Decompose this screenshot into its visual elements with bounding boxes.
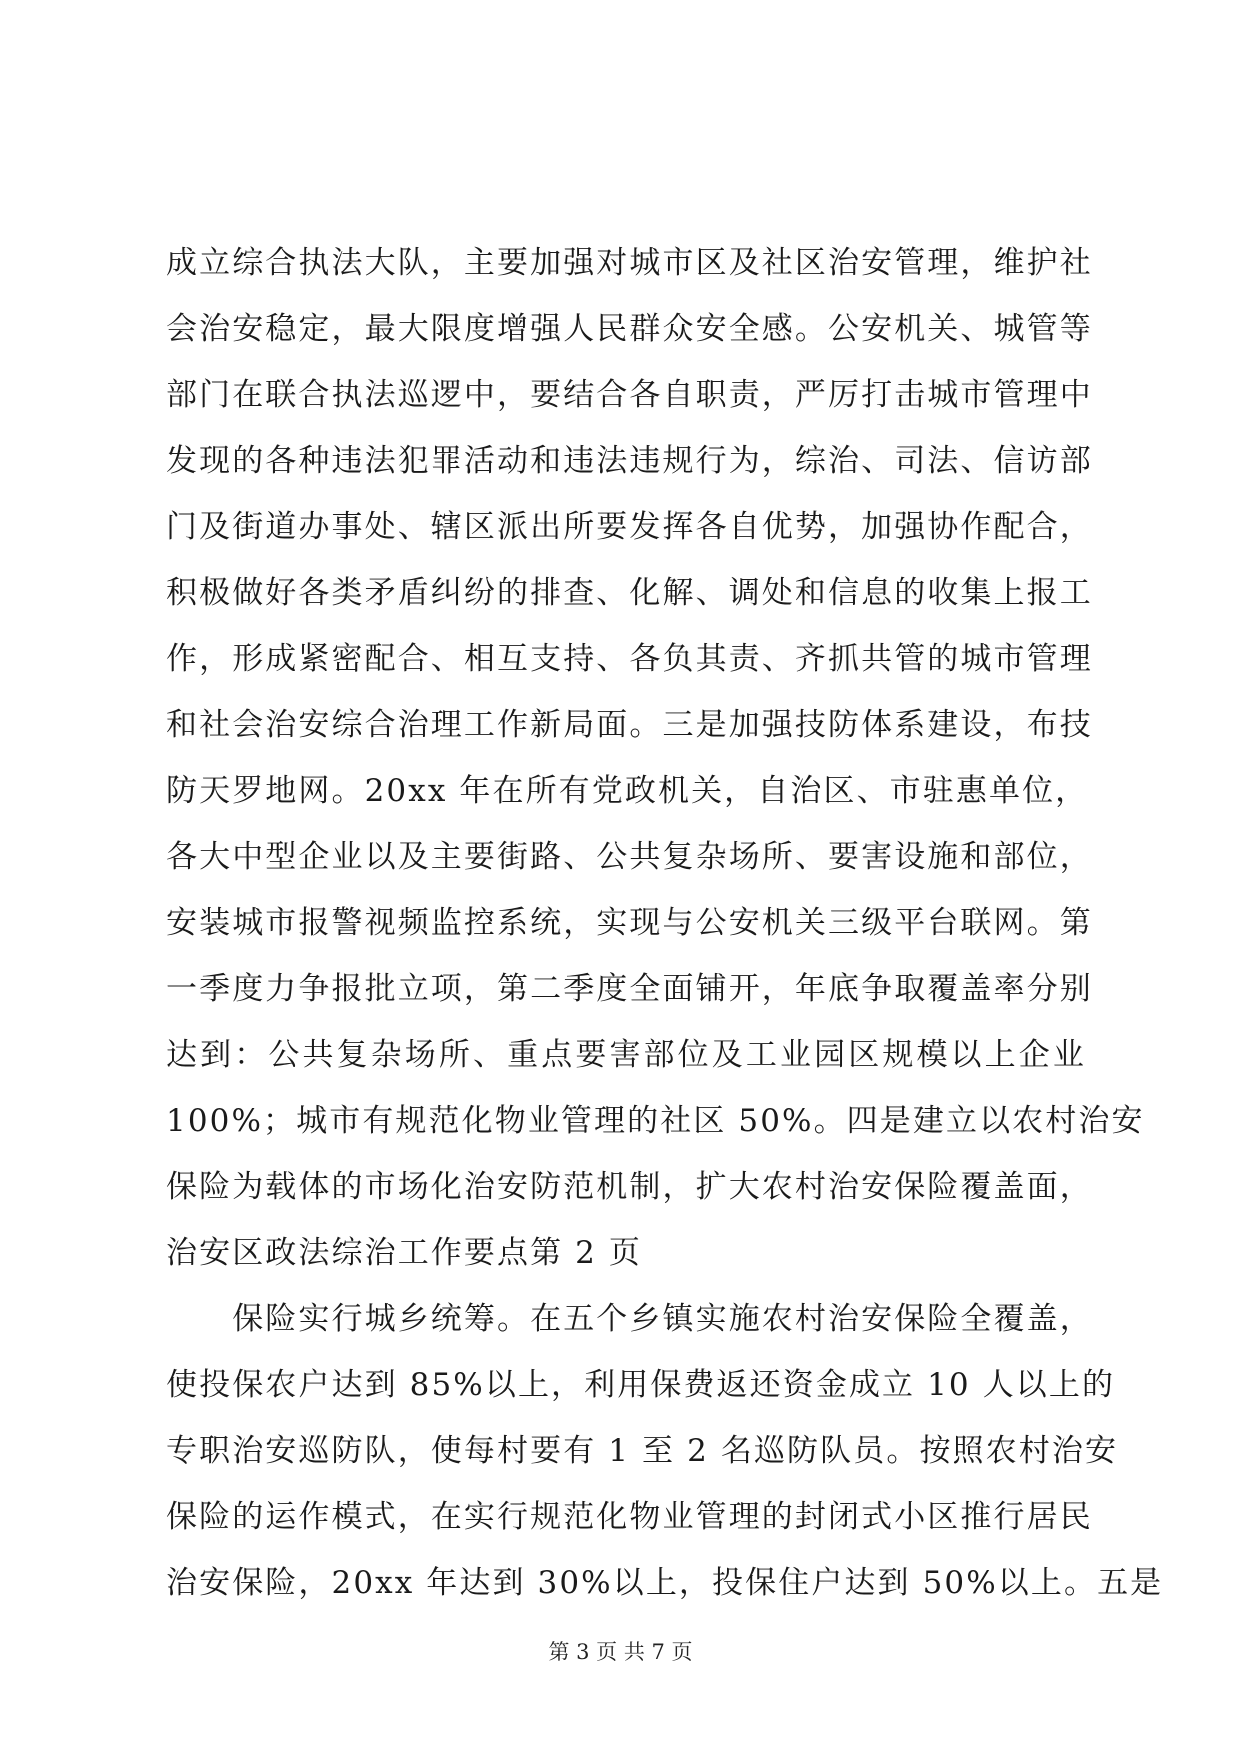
text-line: 使投保农户达到 85%以上，利用保费返还资金成立 10 人以上的	[166, 1367, 1116, 1403]
text-line: 专职治安巡防队，使每村要有 1 至 2 名巡防队员。按照农村治安	[166, 1433, 1119, 1469]
text-line: 成立综合执法大队，主要加强对城市区及社区治安管理，维护社	[166, 245, 1093, 281]
text-line: 一季度力争报批立项，第二季度全面铺开，年底争取覆盖率分别	[166, 971, 1093, 1007]
text-line: 治安保险，20xx 年达到 30%以上，投保住户达到 50%以上。五是	[166, 1565, 1164, 1601]
text-line: 保险的运作模式，在实行规范化物业管理的封闭式小区推行居民	[166, 1499, 1093, 1535]
text-line: 各大中型企业以及主要街路、公共复杂场所、要害设施和部位，	[166, 839, 1093, 875]
text-line: 门及街道办事处、辖区派出所要发挥各自优势，加强协作配合，	[166, 509, 1093, 545]
text-line: 和社会治安综合治理工作新局面。三是加强技防体系建设，布技	[166, 707, 1093, 743]
text-line: 保险实行城乡统筹。在五个乡镇实施农村治安保险全覆盖，	[166, 1301, 1093, 1337]
text-line: 保险为载体的市场化治安防范机制，扩大农村治安保险覆盖面，	[166, 1169, 1093, 1205]
text-line: 会治安稳定，最大限度增强人民群众安全感。公安机关、城管等	[166, 311, 1093, 347]
text-line: 防天罗地网。20xx 年在所有党政机关，自治区、市驻惠单位，	[166, 773, 1089, 809]
text-line: 治安区政法综治工作要点第 2 页	[166, 1235, 643, 1271]
text-line: 积极做好各类矛盾纠纷的排查、化解、调处和信息的收集上报工	[166, 575, 1093, 611]
text-line: 作，形成紧密配合、相互支持、各负其责、齐抓共管的城市管理	[166, 641, 1093, 677]
text-line: 100%；城市有规范化物业管理的社区 50%。四是建立以农村治安	[166, 1103, 1145, 1139]
text-line: 发现的各种违法犯罪活动和违法违规行为，综治、司法、信访部	[166, 443, 1093, 479]
text-line: 部门在联合执法巡逻中，要结合各自职责，严厉打击城市管理中	[166, 377, 1093, 413]
text-line: 安装城市报警视频监控系统，实现与公安机关三级平台联网。第	[166, 905, 1093, 941]
page-number: 第 3 页 共 7 页	[548, 1640, 693, 1664]
page-footer	[0, 1636, 1241, 1666]
body-text	[166, 230, 1164, 1616]
text-line: 达到：公共复杂场所、重点要害部位及工业园区规模以上企业	[166, 1037, 1086, 1073]
